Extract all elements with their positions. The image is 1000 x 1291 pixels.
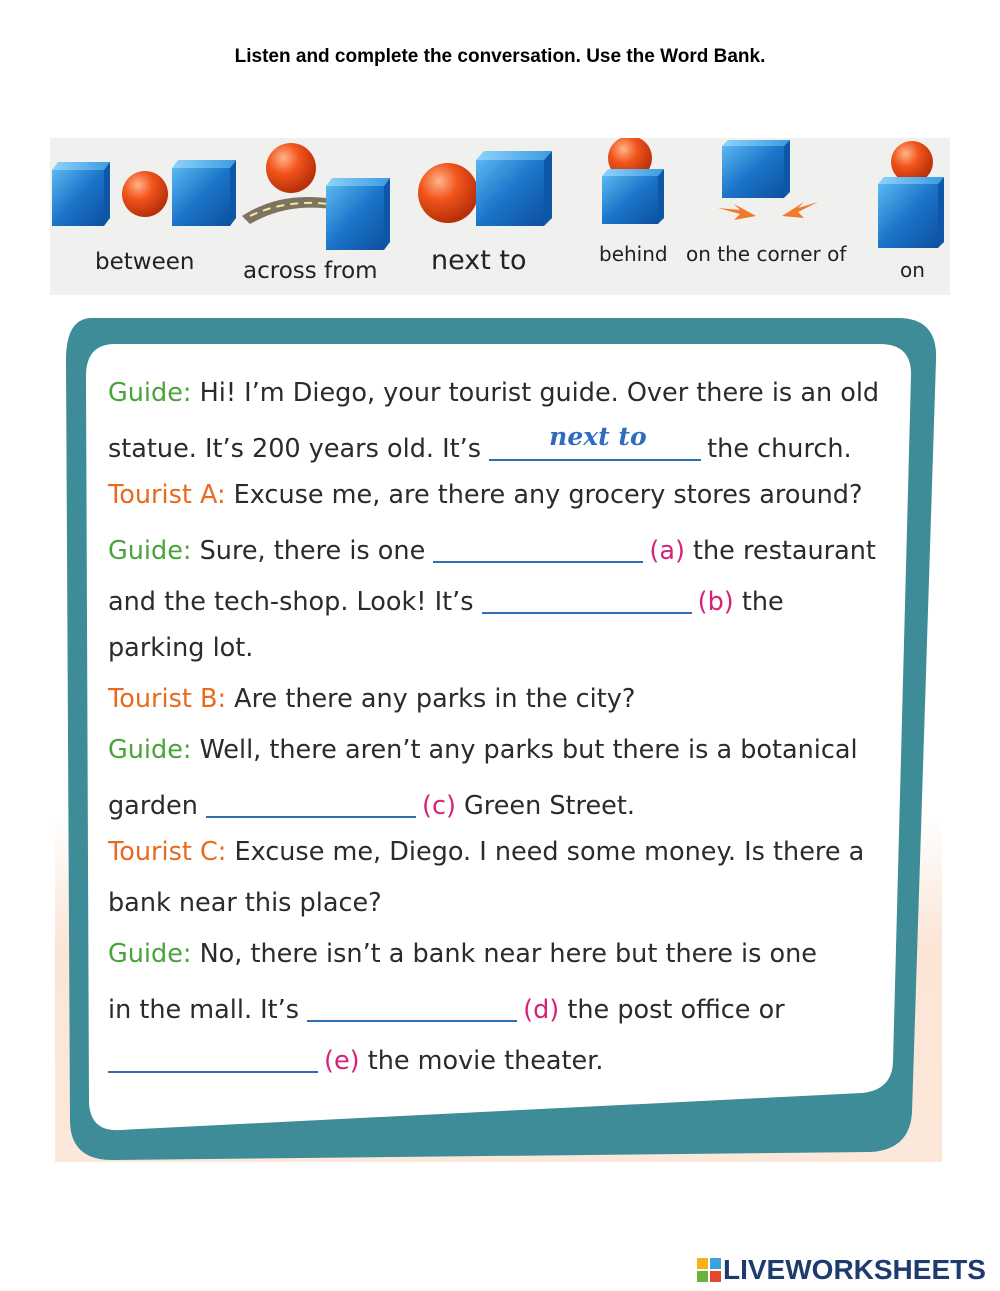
blank-marker-e: (e) (324, 1046, 360, 1076)
line-text: Sure, there is one (191, 536, 434, 566)
line-text: parking lot. (108, 633, 254, 663)
speaker-guide: Guide: (108, 939, 192, 969)
word-bank-on: on (900, 258, 925, 282)
line-text: the (733, 587, 784, 617)
dialogue-line (108, 929, 908, 980)
liveworksheets-logo (697, 1254, 986, 1286)
speaker-guide: Guide: (108, 378, 192, 408)
line-text: the church. (707, 434, 852, 464)
word-bank-on-the-corner-of: on the corner of (686, 242, 847, 266)
blank-marker-b: (b) (697, 587, 734, 617)
answer-blank-a[interactable] (433, 525, 643, 563)
line-text: Well, there aren’t any parks but there is a botanical (191, 735, 858, 765)
line-text: statue. It’s 200 years old. It’s (108, 434, 490, 464)
answer-blank-example (489, 423, 701, 461)
dialogue-line (108, 776, 908, 827)
word-bank-across-from: across from (243, 258, 378, 284)
speaker-tourist-a: Tourist A: (108, 480, 226, 510)
logo-text: LIVEWORKSHEETS (723, 1254, 986, 1285)
dialogue-line (108, 878, 908, 929)
answer-blank-d[interactable] (307, 984, 517, 1022)
blank-marker-a: (a) (649, 536, 685, 566)
dialogue-line (108, 470, 908, 521)
dialogue-line (108, 980, 908, 1031)
line-text: Hi! I’m Diego, your tourist guide. Over there is an old (191, 378, 880, 408)
example-answer: next to (549, 422, 647, 451)
line-text: Excuse me, Diego. I need some money. Is there a (226, 837, 865, 867)
line-text: the movie theater. (359, 1046, 604, 1076)
line-text: bank near this place? (108, 888, 382, 918)
line-text: Excuse me, are there any grocery stores around? (225, 480, 863, 510)
dialogue-line (108, 827, 908, 878)
dialogue-line (108, 725, 908, 776)
answer-blank-c[interactable] (206, 780, 416, 818)
line-text: the restaurant (684, 536, 876, 566)
dialogue-line (108, 1031, 908, 1082)
instruction-text: Listen and complete the conversation. Use the Word Bank. (234, 46, 766, 67)
dialogue-line (108, 419, 908, 470)
line-text: Are there any parks in the city? (226, 684, 636, 714)
word-bank-between: between (95, 249, 195, 275)
speaker-guide: Guide: (108, 735, 192, 765)
dialogue-line (108, 623, 908, 674)
speaker-guide: Guide: (108, 536, 192, 566)
dialogue (108, 368, 908, 1082)
line-text: the post office or (559, 995, 785, 1025)
dialogue-line (108, 521, 908, 572)
blank-marker-c: (c) (422, 791, 456, 821)
answer-blank-b[interactable] (482, 576, 692, 614)
dialogue-line (108, 572, 908, 623)
dialogue-line (108, 674, 908, 725)
speaker-tourist-b: Tourist B: (108, 684, 227, 714)
line-text: Green Street. (455, 791, 635, 821)
dialogue-line (108, 368, 908, 419)
speaker-tourist-c: Tourist C: (108, 837, 227, 867)
word-bank-next-to: next to (431, 245, 527, 276)
line-text: garden (108, 791, 206, 821)
line-text: and the tech-shop. Look! It’s (108, 587, 482, 617)
line-text: in the mall. It’s (108, 995, 308, 1025)
word-bank-behind: behind (599, 242, 668, 266)
answer-blank-e[interactable] (108, 1035, 318, 1073)
blank-marker-d: (d) (523, 995, 560, 1025)
logo-icon (697, 1258, 721, 1282)
line-text: No, there isn’t a bank near here but there is one (191, 939, 817, 969)
